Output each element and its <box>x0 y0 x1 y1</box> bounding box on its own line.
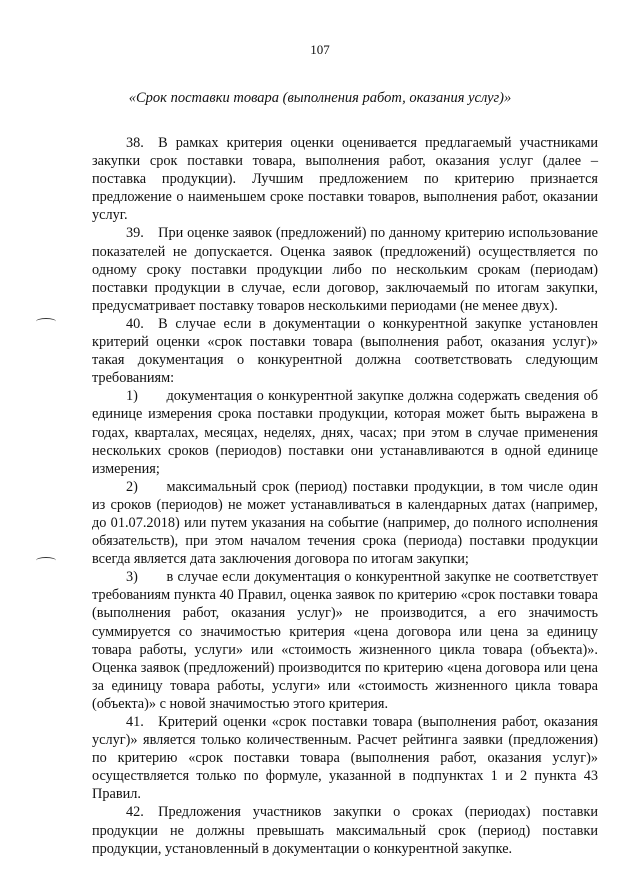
paragraph-39: 39. При оценке заявок (предложений) по данному критерию использование показателей не допускается. Оценка заявок (предложений) осуществляется по одному сроку поставки продукции либо по нескольким срокам (периодам) поставки продукции в случае, если договор, заключаемый по итогам закупки, предусматривает поставку товаров несколькими периодами (не менее двух). <box>92 225 598 314</box>
section-heading: «Срок поставки товара (выполнения работ, оказания услуг)» <box>128 90 512 106</box>
list-item-1: 1) документация о конкурентной закупке должна содержать сведения об единице измерения срока поставки продукции, которая может быть выражена в годах, кварталах, месяцах, неделях, днях, часах; при этом в случае применения нескольких сроков (периодов) поставки они устанавливаются в одной единице измерения; <box>92 388 598 477</box>
paragraph-41: 41. Критерий оценки «срок поставки товара (выполнения работ, оказания услуг)» является только количественным. Расчет рейтинга заявки (предложения) по критерию «срок поставки товара (выполнения работ, оказания услуг)» осуществляется только по формуле, указанной в подпунктах 1 и 2 пункта 43 Правил. <box>92 714 598 803</box>
margin-mark <box>36 318 56 325</box>
margin-mark <box>36 557 56 564</box>
paragraph-38: 38. В рамках критерия оценки оценивается предлагаемый участниками закупки срок поставки товара, выполнения работ, оказания услуг (далее – поставка продукции). Лучшим предложением по критерию признается предложение о наименьшем сроке поставки товаров, выполнения работ, оказании услуг. <box>92 135 598 224</box>
page-number: 107 <box>310 42 330 57</box>
list-item-2: 2) максимальный срок (период) поставки продукции, в том числе один из сроков (периодов) не может устанавливаться в календарных датах (например, до 01.07.2018) или путем указания на событие (например, до полного исполнения обязательств), при этом началом течения срока (периода) поставки продукции всегда является дата заключения договора по итогам закупки; <box>92 478 598 568</box>
paragraph-40: 40. В случае если в документации о конкурентной закупке установлен критерий оценки «срок поставки товара (выполнения работ, оказания услуг)» такая документация о конкурентной должна соответствовать следующим требованиям: <box>92 315 598 387</box>
list-item-3: 3) в случае если документация о конкурентной закупке не соответствует требованиям пункта 40 Правил, оценка заявок по критерию «срок поставки товара (выполнения работ, оказания услуг)» не производится, а его значимость суммируется со значимостью критерия «цена договора или цена за единицу товара работы, услуги» или «стоимость жизненного цикла товара (объекта)». Оценка заявок (предложений) производится по критерию «цена договора или цена за единицу товара работы, услуги» или «стоимость жизненного цикла товара (объекта)» с новой значимостью этого критерия. <box>92 569 598 712</box>
document-body <box>92 134 598 858</box>
paragraph-42: 42. Предложения участников закупки о сроках (периодах) поставки продукции не должны превышать максимальный срок (период) поставки продукции, установленный в документации о конкурентной закупке. <box>92 804 598 857</box>
